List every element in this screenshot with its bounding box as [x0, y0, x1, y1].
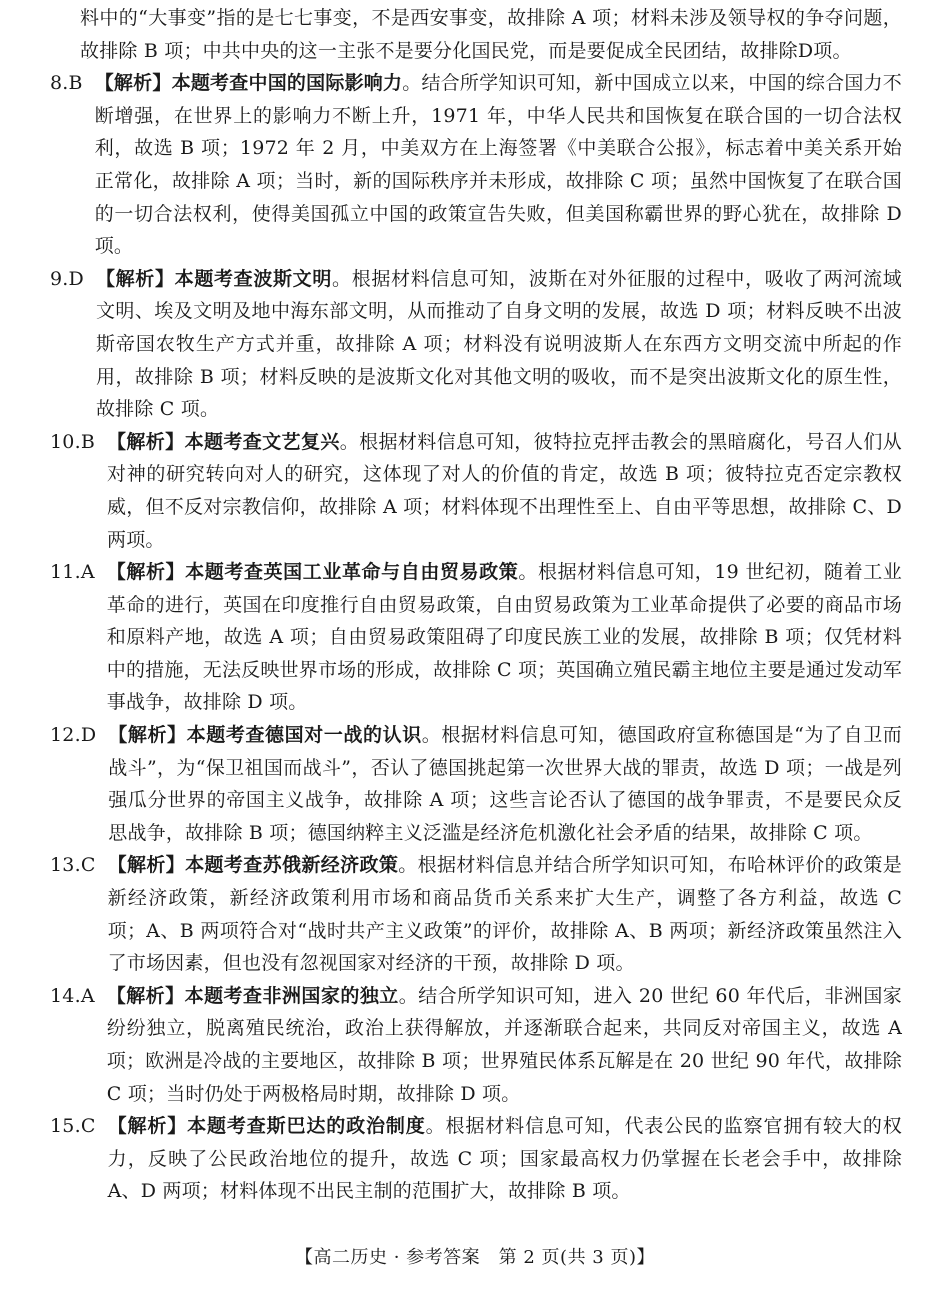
- question-number: 11.: [50, 561, 81, 584]
- answer-list: [50, 2, 902, 1208]
- analysis-tag: 【解析】: [107, 1115, 188, 1138]
- analysis-tag: 【解析】: [106, 984, 185, 1007]
- answer-item-9: [50, 263, 902, 426]
- answer-item-14: [50, 980, 902, 1110]
- answer-text: 。根据材料信息可知，德国政府宣称德国是“为了自卫而战斗”，为“保卫祖国而战斗”，否认了德国挑起第一次世界大战的罪责，故选 D 项；一战是列强瓜分世界的帝国主义战争，故排除 A 项；这些言论否认了德国的战争罪责，不是要民众反思战争，故排除 B 项；德国纳粹主义泛滥是经济危机激化社会矛盾的结果，故排除 C 项。: [108, 724, 902, 844]
- question-number: 14.: [50, 984, 81, 1007]
- answer-letter: D: [68, 267, 84, 290]
- topic-heading: 本题考查苏俄新经济政策: [185, 854, 399, 877]
- answer-item-10: [50, 426, 902, 556]
- answer-item-13: [50, 849, 902, 979]
- analysis-tag: 【解析】: [94, 72, 172, 95]
- answer-letter: D: [80, 724, 97, 747]
- answer-text: 。结合所学知识可知，进入 20 世纪 60 年代后，非洲国家纷纷独立，脱离殖民统治，政治上获得解放，并逐渐联合起来，共同反对帝国主义，故选 A 项；欧洲是冷战的主要地区，故排除 B 项；世界殖民体系瓦解是在 20 世纪 90 年代，故排除 C 项；当时仍处于两极格局时期，故排除 D 项。: [106, 984, 902, 1105]
- answer-text: 。根据材料信息并结合所学知识可知，布哈林评价的政策是新经济政策，新经济政策利用市场和商品货币关系来扩大生产，调整了各方利益，故选 C 项；A、B 两项符合对“战时共产主义政策”的评价，故排除 A、B 两项；新经济政策虽然注入了市场因素，但也没有忽视国家对经济的干预，故排除 D 项。: [107, 854, 903, 975]
- question-number: 9.: [50, 267, 69, 290]
- analysis-tag: 【解析】: [108, 724, 187, 747]
- question-number: 15.: [50, 1115, 81, 1138]
- answer-letter: C: [80, 854, 96, 877]
- question-number: 13.: [50, 854, 81, 877]
- answer-item-15: [50, 1110, 902, 1208]
- answer-text: 。结合所学知识可知，新中国成立以来，中国的综合国力不断增强，在世界上的影响力不断上升，1971 年，中华人民共和国恢复在联合国的一切合法权利，故选 B 项；1972 年 2 月，中美双方在上海签署《中美联合公报》，标志着中美关系开始正常化，故排除 A 项；当时，新的国际秩序并未形成，故排除 C 项；虽然中国恢复了在联合国的一切合法权利，使得美国孤立中国的政策宣告失败，但美国称霸世界的野心犹在，故排除 D 项。: [94, 72, 903, 258]
- question-number: 12.: [50, 724, 81, 747]
- answer-letter: A: [80, 984, 95, 1007]
- analysis-tag: 【解析】: [95, 267, 175, 290]
- answer-text: 。根据材料信息可知，代表公民的监察官拥有较大的权力，反映了公民政治地位的提升，故选 C 项；国家最高权力仍掌握在长老会手中，故排除 A、D 两项；材料体现不出民主制的范围扩大，故排除 B 项。: [107, 1115, 902, 1203]
- answer-item-12: [50, 719, 902, 849]
- answer-letter: B: [80, 430, 95, 453]
- topic-heading: 本题考查中国的国际影响力: [171, 72, 403, 95]
- page-footer: 【高二历史 · 参考答案 第 2 页(共 3 页)】: [295, 1247, 655, 1268]
- answer-item-8: [50, 67, 902, 263]
- topic-heading: 本题考查德国对一战的认识: [186, 724, 422, 747]
- question-number: 10.: [50, 430, 81, 453]
- topic-heading: 本题考查英国工业革命与自由贸易政策: [185, 561, 519, 584]
- answer-text: 料中的“大事变”指的是七七事变，不是西安事变，故排除 A 项；材料未涉及领导权的争夺问题，故排除 B 项；中共中央的这一主张不是要分化国民党，而是要促成全民团结，故排除D项。: [80, 7, 902, 62]
- analysis-tag: 【解析】: [107, 854, 186, 877]
- answer-letter: C: [80, 1115, 96, 1138]
- answer-text: 。根据材料信息可知，彼特拉克抨击教会的黑暗腐化，号召人们从对神的研究转向对人的研究，这体现了对人的价值的肯定，故选 B 项；彼特拉克否定宗教权威，但不反对宗教信仰，故排除 A 项；材料体现不出理性至上、自由平等思想，故排除 C、D 两项。: [107, 430, 902, 551]
- answer-item-11: [50, 556, 902, 719]
- answer-text: 。根据材料信息可知，19 世纪初，随着工业革命的进行，英国在印度推行自由贸易政策，自由贸易政策为工业革命提供了必要的商品市场和原料产地，故选 A 项；自由贸易政策阻碍了印度民族工业的发展，故排除 B 项；仅凭材料中的措施，无法反映世界市场的形成，故排除 C 项；英国确立殖民霸主地位主要是通过发动军事战争，故排除 D 项。: [106, 561, 902, 714]
- question-number: 8.: [50, 72, 69, 95]
- answer-letter: B: [68, 72, 83, 95]
- topic-heading: 本题考查文艺复兴: [184, 430, 340, 453]
- topic-heading: 本题考查非洲国家的独立: [184, 984, 399, 1007]
- answer-text: 。根据材料信息可知，波斯在对外征服的过程中，吸收了两河流域文明、埃及文明及地中海东部文明，从而推动了自身文明的发展，故选 D 项；材料反映不出波斯帝国农牧生产方式并重，故排除 A 项；材料没有说明波斯人在东西方文明交流中所起的作用，故排除 B 项；材料反映的是波斯文化对其他文明的吸收，而不是突出波斯文化的原生性，故排除 C 项。: [95, 267, 902, 421]
- analysis-tag: 【解析】: [107, 430, 185, 453]
- topic-heading: 本题考查波斯文明: [174, 267, 333, 290]
- answer-letter: A: [80, 561, 95, 584]
- topic-heading: 本题考查斯巴达的政治制度: [187, 1115, 426, 1138]
- answer-item-continuation: [50, 2, 902, 67]
- analysis-tag: 【解析】: [106, 561, 186, 584]
